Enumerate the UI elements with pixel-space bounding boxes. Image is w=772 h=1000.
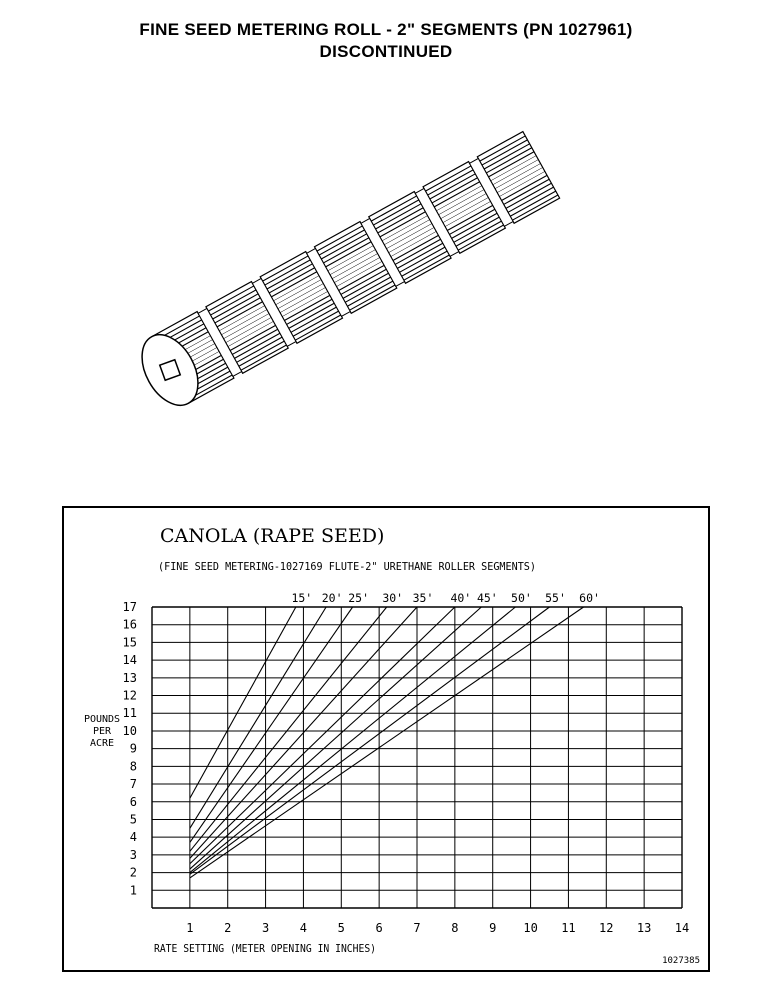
x-tick-label: 13 bbox=[636, 921, 652, 935]
chart-title: CANOLA (RAPE SEED) bbox=[160, 525, 385, 547]
series-label: 40' bbox=[450, 591, 472, 605]
x-tick-label: 4 bbox=[299, 921, 308, 935]
series-label: 15' bbox=[291, 591, 313, 605]
y-tick-label: 9 bbox=[129, 741, 137, 756]
y-tick-label: 16 bbox=[122, 617, 137, 632]
x-tick-label: 2 bbox=[224, 921, 232, 935]
series-label: 45' bbox=[476, 591, 498, 605]
series-line bbox=[190, 607, 326, 828]
series-label: 20' bbox=[321, 591, 343, 605]
y-tick-label: 2 bbox=[129, 865, 137, 880]
metering-roll-illustration bbox=[140, 120, 610, 420]
y-tick-label: 10 bbox=[122, 723, 137, 738]
series-label: 55' bbox=[545, 591, 566, 605]
page-title: FINE SEED METERING ROLL - 2" SEGMENTS (PN 1027961) bbox=[139, 20, 633, 39]
y-tick-label: 14 bbox=[122, 653, 137, 668]
series-label: 60' bbox=[579, 591, 600, 605]
width-labels bbox=[291, 591, 599, 605]
y-tick-label: 12 bbox=[122, 688, 137, 703]
x-tick-label: 10 bbox=[523, 921, 538, 935]
x-tick-label: 5 bbox=[337, 921, 345, 935]
y-tick-labels bbox=[123, 600, 137, 897]
series-line bbox=[190, 607, 482, 869]
y-tick-label: 1 bbox=[129, 883, 137, 898]
discontinued-label: DISCONTINUED bbox=[319, 42, 453, 61]
series-line bbox=[190, 607, 516, 873]
chart-grid bbox=[152, 607, 682, 908]
y-tick-label: 5 bbox=[129, 812, 137, 827]
x-tick-label: 9 bbox=[489, 921, 497, 935]
part-number-label: 1027385 bbox=[662, 956, 700, 966]
x-tick-labels bbox=[186, 921, 689, 935]
y-tick-label: 6 bbox=[129, 794, 137, 809]
y-tick-label: 8 bbox=[129, 759, 137, 774]
series-label: 30' bbox=[382, 591, 404, 605]
y-tick-label: 15 bbox=[122, 635, 137, 650]
y-tick-label: 13 bbox=[122, 670, 137, 685]
x-tick-label: 7 bbox=[413, 921, 421, 935]
y-tick-label: 11 bbox=[122, 706, 137, 721]
x-tick-label: 14 bbox=[674, 921, 690, 935]
x-tick-label: 8 bbox=[451, 921, 459, 935]
y-tick-label: 17 bbox=[122, 600, 137, 614]
x-axis-label: RATE SETTING (METER OPENING IN INCHES) bbox=[154, 943, 376, 955]
canola-rate-chart bbox=[64, 508, 708, 970]
series-label: 35' bbox=[412, 591, 434, 605]
y-axis-label bbox=[84, 714, 120, 749]
y-axis-label-word: ACRE bbox=[89, 738, 115, 749]
x-tick-label: 12 bbox=[599, 921, 614, 935]
x-tick-label: 1 bbox=[186, 921, 194, 935]
series-line bbox=[190, 607, 455, 864]
x-tick-label: 6 bbox=[375, 921, 383, 935]
y-tick-label: 4 bbox=[129, 830, 137, 845]
roller-body bbox=[140, 132, 560, 415]
series-label: 50' bbox=[511, 591, 532, 605]
chart-frame bbox=[62, 506, 710, 972]
y-tick-label: 3 bbox=[129, 847, 137, 862]
y-tick-label: 7 bbox=[129, 777, 137, 792]
chart-subtitle: (FINE SEED METERING-1027169 FLUTE-2" URETHANE ROLLER SEGMENTS) bbox=[158, 561, 536, 573]
x-tick-label: 3 bbox=[261, 921, 270, 935]
series-line bbox=[190, 607, 387, 851]
series-label: 25' bbox=[348, 591, 370, 605]
y-axis-label-word: POUNDS bbox=[83, 714, 121, 725]
x-tick-label: 11 bbox=[561, 921, 576, 935]
series-line bbox=[190, 607, 296, 798]
y-axis-label-word: PER bbox=[92, 726, 112, 737]
